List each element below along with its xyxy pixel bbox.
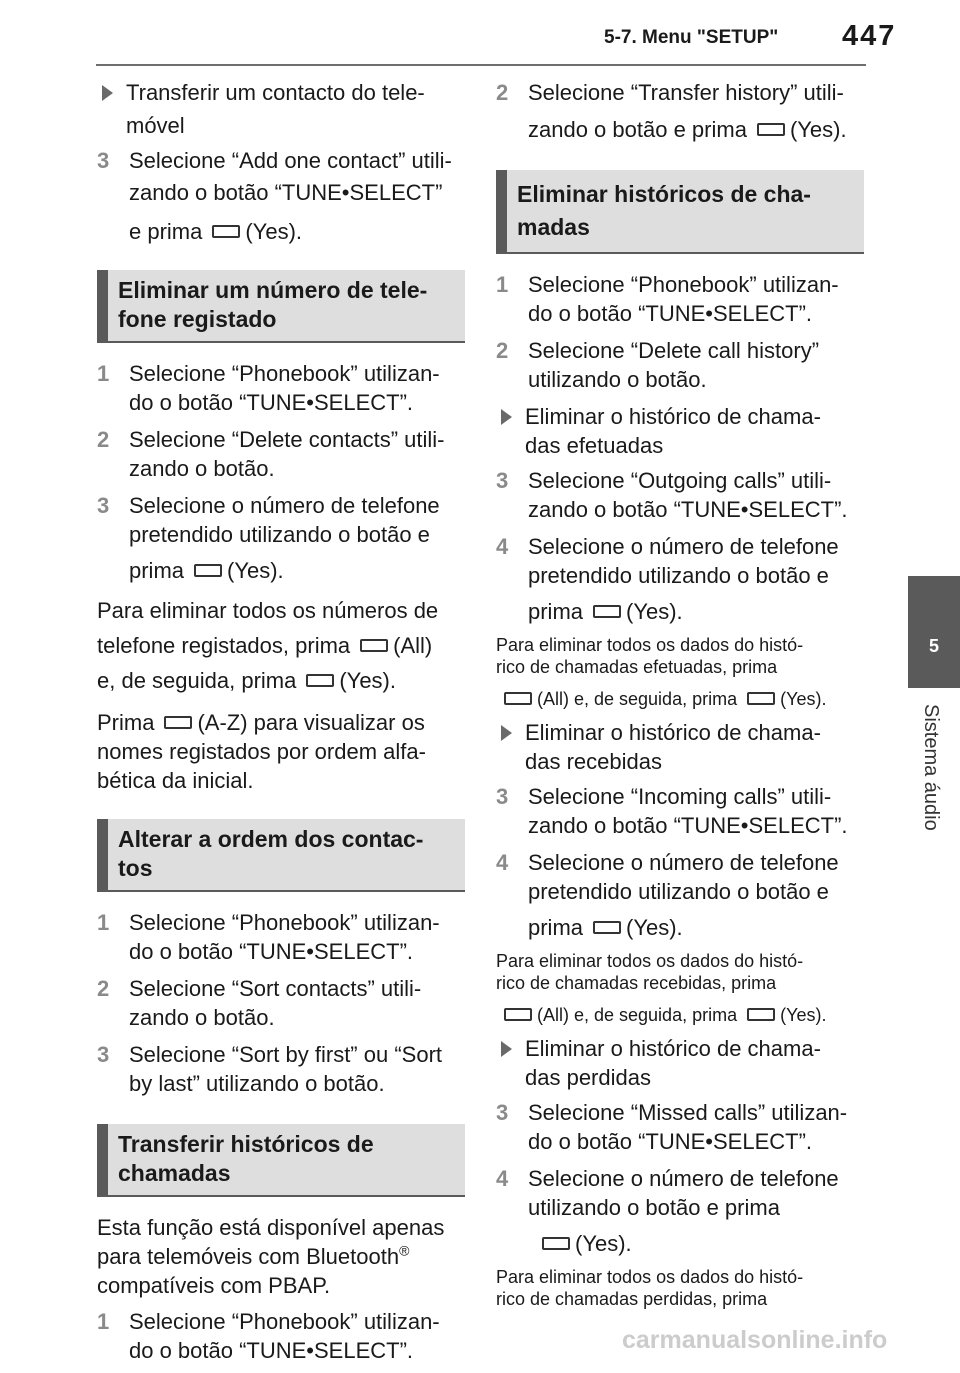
bullet-transfer-contact xyxy=(99,78,465,140)
step-item xyxy=(496,782,864,840)
section-heading: Alterar a ordem dos contac- tos xyxy=(97,819,465,892)
step-item xyxy=(97,974,465,1032)
step-text: Selecione “Sort contacts” utili- zando o botão. xyxy=(129,976,422,1030)
note: Para eliminar todos os dados do histó- rico de chamadas recebidas, prima (All) e, de seguida, prima (Yes). xyxy=(496,951,827,1025)
button-icon xyxy=(757,123,785,136)
step-number: 1 xyxy=(97,361,110,386)
header-section-title: 5-7. Menu "SETUP" xyxy=(604,27,779,48)
bullet-outgoing xyxy=(498,402,864,460)
step-number: 3 xyxy=(97,1042,110,1067)
bullet-missed xyxy=(498,1034,864,1092)
step-text: Selecione “Add one contact” utili- zando o botão “TUNE•SELECT” e prima (Yes). xyxy=(129,148,452,244)
right-column xyxy=(496,72,864,1318)
step-text: Selecione o número de telefone utilizando o botão e prima (Yes). xyxy=(528,1166,839,1256)
page-number: 447 xyxy=(842,20,897,52)
step-item xyxy=(496,336,864,394)
paragraph: Para eliminar todos os números de telefone registados, prima (All) e, de seguida, prima (Yes). xyxy=(97,598,439,693)
left-column xyxy=(97,72,465,1373)
step-item xyxy=(97,425,465,483)
button-icon xyxy=(593,605,621,618)
bullet-incoming xyxy=(498,718,864,776)
section-heading: Eliminar um número de tele- fone registado xyxy=(97,270,465,343)
step-item xyxy=(496,1098,864,1156)
chapter-tab xyxy=(908,576,960,688)
button-icon xyxy=(306,674,334,687)
step-number: 3 xyxy=(496,784,509,809)
chapter-tab-label: Sistema áudio xyxy=(920,704,942,831)
step-number: 3 xyxy=(496,1100,509,1125)
step-text: Selecione “Delete call history” utilizando o botão. xyxy=(528,338,820,392)
step-text: Selecione “Transfer history” utili- zando o botão e prima (Yes). xyxy=(528,80,847,142)
header-rule xyxy=(96,64,866,66)
button-icon xyxy=(504,692,532,705)
step-number: 4 xyxy=(496,1166,509,1191)
step-number: 4 xyxy=(496,850,509,875)
step-number: 1 xyxy=(97,910,110,935)
step-number: 3 xyxy=(97,493,110,518)
note: Para eliminar todos os dados do histó- rico de chamadas efetuadas, prima (All) e, de seguida, prima (Yes). xyxy=(496,635,827,709)
step-item xyxy=(496,848,864,942)
step-item xyxy=(496,78,864,144)
step-item xyxy=(97,1307,465,1365)
step-item xyxy=(496,1164,864,1258)
step-number: 4 xyxy=(496,534,509,559)
step-text: Selecione “Sort by first” ou “Sort by last” utilizando o botão. xyxy=(129,1042,443,1096)
button-icon xyxy=(194,564,222,577)
bullet-text: Eliminar o histórico de chama- das recebidas xyxy=(525,720,821,774)
step-number: 1 xyxy=(496,272,509,297)
step-number: 2 xyxy=(97,976,110,1001)
section-heading: Eliminar históricos de cha- madas xyxy=(496,170,864,254)
step-number: 3 xyxy=(496,468,509,493)
step-number: 2 xyxy=(496,338,509,363)
step-item xyxy=(97,146,465,246)
triangle-bullet-icon xyxy=(501,725,512,741)
chapter-tab-number: 5 xyxy=(928,636,939,656)
watermark-text: carmanualsonline.info xyxy=(622,1326,888,1354)
step-text: Selecione “Delete contacts” utili- zando o botão. xyxy=(129,427,445,481)
triangle-bullet-icon xyxy=(501,409,512,425)
bullet-text: Transferir um contacto do tele- móvel xyxy=(126,80,425,138)
step-item xyxy=(97,359,465,417)
triangle-bullet-icon xyxy=(501,1041,512,1057)
step-text: Selecione “Outgoing calls” utili- zando o botão “TUNE•SELECT”. xyxy=(528,468,848,522)
paragraph: Esta função está disponível apenas para telemóveis com Bluetooth® compatíveis com PBAP. xyxy=(97,1215,445,1298)
step-item xyxy=(496,466,864,524)
paragraph: Prima (A-Z) para visualizar os nomes registados por ordem alfa- bética da inicial. xyxy=(97,710,426,793)
step-item xyxy=(97,1040,465,1098)
button-icon xyxy=(164,716,192,729)
button-icon xyxy=(504,1008,532,1021)
step-item xyxy=(496,532,864,626)
triangle-bullet-icon xyxy=(102,85,113,101)
step-item xyxy=(97,908,465,966)
step-number: 2 xyxy=(496,80,509,105)
step-item xyxy=(496,270,864,328)
step-text: Selecione o número de telefone pretendido utilizando o botão e prima (Yes). xyxy=(528,850,839,940)
bullet-text: Eliminar o histórico de chama- das perdidas xyxy=(525,1036,821,1090)
button-icon xyxy=(747,1008,775,1021)
step-number: 3 xyxy=(97,148,110,173)
button-icon xyxy=(212,225,240,238)
step-text: Selecione “Phonebook” utilizan- do o botão “TUNE•SELECT”. xyxy=(129,910,440,964)
step-number: 2 xyxy=(97,427,110,452)
button-icon xyxy=(747,692,775,705)
step-text: Selecione o número de telefone pretendido utilizando o botão e prima (Yes). xyxy=(129,493,440,583)
button-icon xyxy=(542,1237,570,1250)
step-text: Selecione “Phonebook” utilizan- do o botão “TUNE•SELECT”. xyxy=(129,361,440,415)
button-icon xyxy=(593,921,621,934)
step-item xyxy=(97,491,465,585)
step-number: 1 xyxy=(97,1309,110,1334)
bullet-text: Eliminar o histórico de chama- das efetuadas xyxy=(525,404,821,458)
note: Para eliminar todos os dados do histó- rico de chamadas perdidas, prima xyxy=(496,1267,804,1309)
button-icon xyxy=(360,639,388,652)
step-text: Selecione “Incoming calls” utili- zando o botão “TUNE•SELECT”. xyxy=(528,784,848,838)
step-text: Selecione “Phonebook” utilizan- do o botão “TUNE•SELECT”. xyxy=(129,1309,440,1363)
step-text: Selecione “Phonebook” utilizan- do o botão “TUNE•SELECT”. xyxy=(528,272,839,326)
step-text: Selecione o número de telefone pretendido utilizando o botão e prima (Yes). xyxy=(528,534,839,624)
section-heading: Transferir históricos de chamadas xyxy=(97,1124,465,1197)
step-text: Selecione “Missed calls” utilizan- do o botão “TUNE•SELECT”. xyxy=(528,1100,848,1154)
